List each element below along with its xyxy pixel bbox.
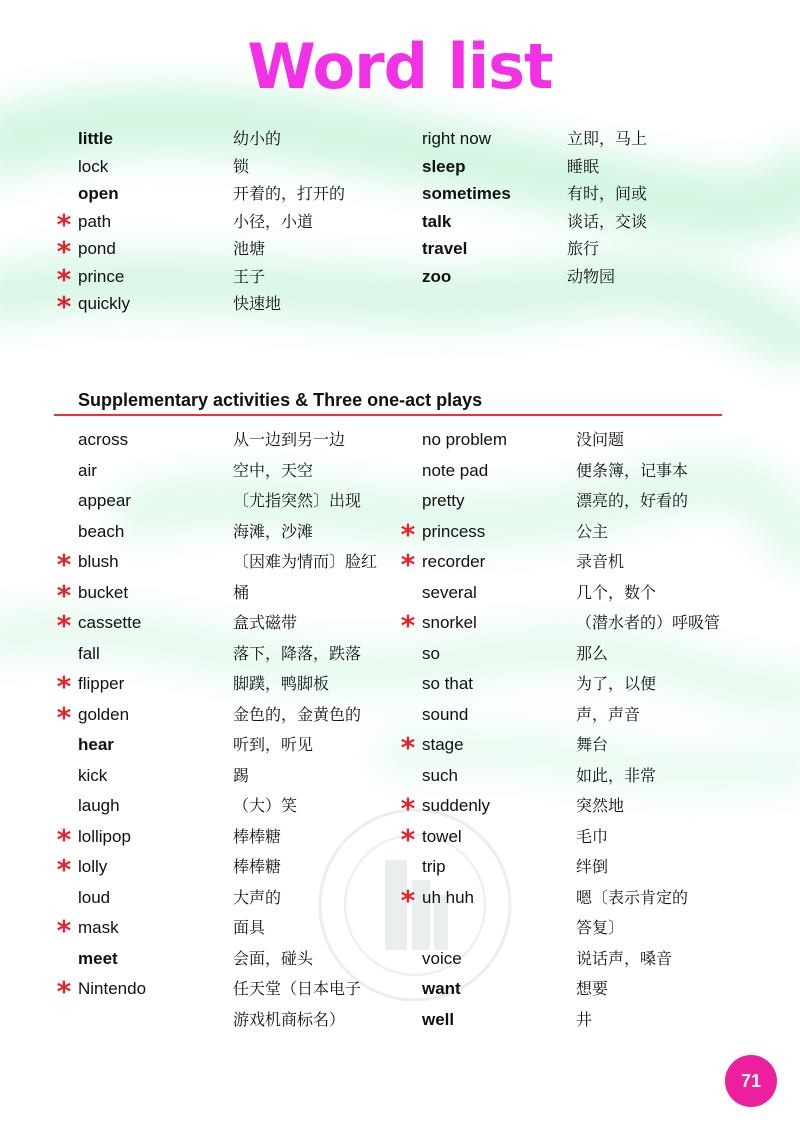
vocab-word: several [422, 582, 477, 602]
vocab-word: laugh [78, 796, 120, 815]
vocab-word: prince [78, 266, 125, 286]
asterisk-icon: * [400, 609, 416, 642]
asterisk-icon: * [56, 207, 72, 241]
vocab-word: quickly [78, 294, 130, 313]
vocab-word: suddenly [422, 796, 491, 815]
vocab-word: path [78, 211, 112, 231]
asterisk-icon: * [400, 731, 416, 764]
vocab-word: sound [422, 704, 469, 724]
vocab-gloss: 听到，听见 [233, 735, 314, 754]
vocab-gloss: 从一边到另一边 [233, 430, 346, 449]
vocab-word: meet [78, 948, 118, 968]
vocab-gloss: 池塘 [233, 239, 266, 258]
vocab-word: snorkel [422, 613, 477, 632]
asterisk-icon: * [56, 262, 72, 296]
vocab-word: mask [78, 918, 119, 937]
vocab-word: golden [78, 704, 130, 724]
asterisk-icon: * [400, 548, 416, 581]
vocab-gloss: 小径，小道 [233, 211, 314, 231]
asterisk-icon: * [56, 700, 72, 734]
page-title: Word list [247, 30, 553, 103]
vocab-word: appear [78, 491, 131, 510]
vocab-word: towel [422, 826, 462, 846]
vocab-gloss: 绊倒 [576, 857, 609, 876]
vocab-word: such [422, 765, 458, 785]
vocab-gloss: 突然地 [576, 796, 625, 815]
vocab-gloss: 游戏机商标名） [233, 1009, 346, 1029]
vocab-gloss: 棒棒糖 [233, 826, 282, 846]
asterisk-icon: * [400, 517, 416, 551]
vocab-word: note pad [422, 460, 489, 480]
vocab-word: right now [422, 129, 491, 148]
vocab-word: lolly [78, 857, 108, 876]
vocab-gloss: 漂亮的，好看的 [576, 491, 689, 510]
vocab-gloss: 锁 [233, 156, 250, 176]
vocab-word: trip [422, 857, 446, 876]
vocab-gloss: 金色的，金黄色的 [233, 704, 362, 724]
vocab-gloss: 会面，碰头 [233, 948, 314, 968]
vocab-gloss: 公主 [576, 521, 609, 541]
vocab-gloss: 脚蹼，鸭脚板 [233, 674, 330, 693]
vocab-word: travel [422, 239, 468, 259]
vocab-gloss: 录音机 [576, 552, 625, 571]
vocab-word: kick [78, 765, 108, 785]
vocab-word: hear [78, 735, 114, 754]
asterisk-icon: * [400, 822, 416, 856]
asterisk-icon: * [56, 609, 72, 642]
vocab-word: blush [78, 552, 119, 571]
vocab-word: pretty [422, 491, 465, 510]
vocab-word: loud [78, 887, 111, 907]
vocab-gloss: 便条簿，记事本 [576, 460, 689, 480]
vocab-gloss: 有时，间或 [567, 184, 648, 204]
vocab-word: no problem [422, 430, 508, 449]
vocab-word: flipper [78, 674, 125, 693]
vocab-word: want [422, 979, 461, 998]
vocab-word: little [78, 129, 113, 148]
vocab-gloss: 空中，天空 [233, 460, 314, 480]
asterisk-icon: * [56, 853, 72, 886]
asterisk-icon: * [56, 290, 72, 323]
vocab-gloss: 盒式磁带 [233, 613, 298, 632]
vocab-word: well [422, 1009, 455, 1029]
vocab-word: uh huh [422, 887, 474, 907]
vocab-word: Nintendo [78, 979, 147, 998]
vocab-gloss: 那么 [576, 643, 609, 663]
vocab-gloss: 棒棒糖 [233, 857, 282, 876]
vocab-gloss: 落下，降落，跌落 [233, 643, 362, 663]
asterisk-icon: * [56, 822, 72, 856]
vocab-word: air [78, 460, 97, 480]
asterisk-icon: * [56, 975, 72, 1008]
vocab-word: recorder [422, 552, 486, 571]
vocab-gloss: （潜水者的）呼吸管 [576, 613, 721, 632]
asterisk-icon: * [56, 548, 72, 581]
vocab-gloss: （大）笑 [233, 796, 298, 815]
vocab-gloss: 任天堂（日本电子 [233, 979, 362, 998]
vocab-word: talk [422, 211, 452, 231]
vocab-word: voice [422, 948, 462, 968]
vocab-gloss: 面具 [233, 918, 266, 937]
vocab-word: lock [78, 156, 109, 176]
vocab-gloss: 立即，马上 [567, 129, 648, 148]
vocab-gloss: 幼小的 [233, 129, 282, 148]
vocab-gloss: 答复〕 [576, 918, 625, 937]
vocab-gloss: 动物园 [567, 267, 616, 286]
vocab-word: across [78, 430, 129, 449]
vocab-gloss: 王子 [233, 266, 266, 286]
vocab-gloss: 〔尤指突然〕出现 [233, 491, 362, 510]
page-number-badge: 71 [725, 1055, 777, 1107]
asterisk-icon: * [56, 914, 72, 947]
vocab-gloss: 井 [576, 1009, 593, 1029]
vocab-gloss: 如此，非常 [576, 765, 657, 785]
vocab-word: pond [78, 239, 116, 258]
vocab-gloss: 快速地 [233, 294, 282, 313]
vocab-word: princess [422, 521, 486, 541]
vocab-word: lollipop [78, 826, 131, 846]
asterisk-icon: * [56, 235, 72, 268]
vocab-word: fall [78, 643, 100, 663]
asterisk-icon: * [400, 883, 416, 917]
vocab-gloss: 为了，以便 [576, 674, 657, 693]
vocab-word: stage [422, 735, 464, 754]
section-divider [54, 414, 722, 416]
vocab-gloss: 谈话，交谈 [567, 211, 648, 231]
asterisk-icon: * [56, 670, 72, 703]
vocab-word: beach [78, 521, 125, 541]
vocab-word: bucket [78, 582, 129, 602]
vocab-gloss: 海滩，沙滩 [233, 521, 314, 541]
vocab-gloss: 没问题 [576, 430, 625, 449]
vocab-word: cassette [78, 613, 142, 632]
vocab-gloss: 〔因难为情而〕脸红 [233, 552, 378, 571]
vocab-word: zoo [422, 267, 452, 286]
vocab-gloss: 毛巾 [576, 826, 609, 846]
section-heading: Supplementary activities & Three one-act plays [78, 390, 483, 410]
vocab-gloss: 嗯〔表示肯定的 [576, 887, 689, 907]
vocab-gloss: 大声的 [233, 887, 282, 907]
asterisk-icon: * [400, 792, 416, 825]
vocab-word: sleep [422, 156, 466, 176]
vocab-gloss: 想要 [576, 979, 609, 998]
vocab-gloss: 声，声音 [576, 704, 641, 724]
vocab-gloss: 开着的，打开的 [233, 184, 346, 203]
vocab-gloss: 旅行 [567, 239, 600, 259]
vocab-gloss: 睡眠 [567, 156, 600, 176]
vocab-gloss: 踢 [233, 765, 250, 785]
vocab-gloss: 几个，数个 [576, 582, 657, 602]
vocab-gloss: 桶 [233, 582, 250, 602]
asterisk-icon: * [56, 578, 72, 612]
vocab-word: so [422, 643, 440, 663]
vocab-gloss: 舞台 [576, 735, 609, 754]
vocab-gloss: 说话声，嗓音 [576, 948, 673, 968]
vocab-word: sometimes [422, 184, 511, 204]
vocab-word: so that [422, 674, 474, 693]
vocab-word: open [78, 184, 119, 203]
